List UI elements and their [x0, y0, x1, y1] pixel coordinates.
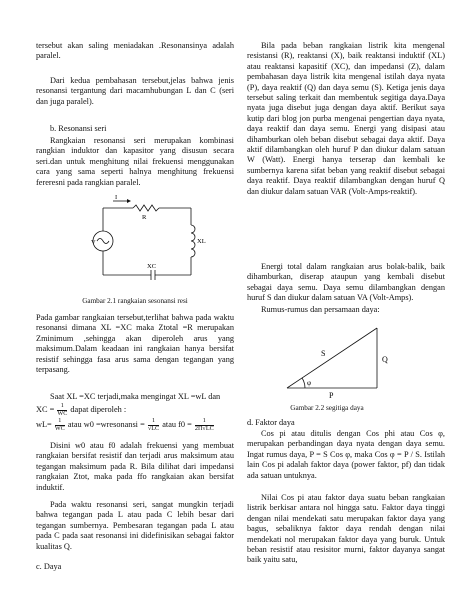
fraction-denominator: WC	[57, 409, 68, 417]
left-paragraph-5: Disini w0 atau f0 adalah frekuensi yang membuat rangkaian bersifat resistif dan terjadi arus maksimum atau tegangan maksimum pada R. Bila dilihat dari impedansi rangkaian Ztot, maka pada ffo rangkaian akan bersifat induktif.	[36, 441, 234, 492]
circuit-label-voltage: V	[91, 239, 96, 246]
fraction-1-over-2pi-sqrt-lc	[195, 418, 214, 432]
heading-faktor-daya: d. Faktor daya	[247, 418, 295, 427]
circuit-label-capacitor: XC	[147, 263, 157, 270]
right-paragraph-2: Energi total dalam rangkaian arus bolak-balik, baik dihamburkan, diserap ataupun yang kembali disebut sebagai daya semu. Daya semu dilambangkan dengan huruf S dan diukur dalam satuan VA (Volt-Amps).	[247, 262, 445, 303]
right-paragraph-1: Bila pada beban rangkaian listrik kita mengenal resistansi (R), reaktansi (X), baik reaktansi induktif (XL) atau reaktansi kapasitif (XC), dan impedansi (Z), dalam pembahasan daya listrik kita mengenal istilah daya nyata (P), daya reaktif (Q) dan daya semu (S). Ketiga jenis daya tersebut saling terkait dan membentuk segitiga daya.Daya nyata juga disebut juga dengan daya aktif. Berikut saya kutip dari blog jon purba mengenai pengertian daya nyata, daya reaktif dan daya semu. Energi yang disipasi atau dihamburkan oleh beban disebut sebagai daya aktif. Daya aktif dilambangkan oleh huruf P dan diukur dalam satuan W (Watt). Energi hanya terserap dan kembali ke sumbernya karena sifat beban yang reaktif disebut sebagai daya reaktif. Daya reaktif dilambangkan dengan huruf Q dan diukur dalam satuan VAR (Volt-Amps-reaktif).	[247, 41, 445, 196]
formula-xc-prefix: XC =	[36, 405, 55, 414]
right-paragraph-5: Nilai Cos pi atau faktor daya suatu beban rangkaian listrik berkisar antara nol hingga satu. Faktor daya tinggi dengan nilai mendekati satu merupakan faktor daya yang bagus, sebaliknya faktor daya rendah dengan nilai mendekati nol merupakan faktor daya yang buruk. Untuk beban resistif atau resisitor murni, faktor dayanya sangat baik yaitu satu,	[247, 493, 445, 565]
circuit-label-current: I	[115, 195, 118, 201]
triangle-label-p: P	[329, 391, 334, 400]
fraction-1-over-wc	[57, 403, 67, 417]
left-paragraph-1: tersebut akan saling meniadakan .Resonansinya adalah paralel.	[36, 41, 234, 61]
circuit-label-resistor: R	[142, 214, 147, 221]
left-paragraph-3: Rangkaian resonansi seri merupakan kombinasi rangkian induktor dan kapasitor yang disusun secara seri.dan untuk menghitung nilai frekuensi menggunakan cara yang sama seperti halnya menghitung frekuensi fereresni pada rangkian paralel.	[36, 136, 234, 187]
fraction-denominator: 2Π√LC	[194, 424, 214, 432]
formula-f0: atau f0 =	[162, 420, 192, 429]
series-resonance-circuit-diagram	[91, 195, 221, 285]
left-paragraph-2: Dari kedua pembahasan tersebut,jelas bahwa jenis resonansi tergantung dari macamhubungan L dan C (seri dan juga paralel).	[36, 76, 234, 106]
fraction-denominator: WC	[54, 424, 65, 432]
formula-line-1: Saat XL =XC terjadi,maka mengingat XL =wL dan	[50, 392, 221, 401]
heading-daya: c. Daya	[36, 562, 62, 571]
fraction-1-over-sqrt-lc	[148, 418, 159, 432]
left-paragraph-6: Pada waktu resonansi seri, sangat mungkin terjadi bahwa tegangan pada L atau pada C lebih besar dari tegangan sumbernya. Pembesaran tegangan pada L atau pada C pada saat resonansi ini didefinisikan sebagai faktor kualitas Q.	[36, 500, 234, 551]
formula-line-3	[36, 418, 215, 432]
triangle-label-q: Q	[382, 355, 388, 364]
formula-w0: atau w0 =wresonansi =	[67, 420, 145, 429]
power-triangle-diagram	[267, 318, 397, 400]
left-paragraph-4: Pada gambar rangkaian tersebut,terlihat bahwa pada waktu resonansi dimana XL =XC maka Ztotal =R merupakan Zminimum ,sehingga akan diperoleh arus yang maksimum.Dalam keadaan ini rangkaian hanya bersifat resistif sehingga fasa arus sama dengan tegangan yang terpasang.	[36, 313, 234, 375]
fraction-numerator: 1	[148, 418, 159, 426]
circuit-label-inductor: XL	[197, 238, 206, 245]
heading-resonansi-seri: b. Resonansi seri	[50, 124, 107, 133]
triangle-label-phi: φ	[307, 379, 312, 387]
fraction-1-over-wc-2	[55, 418, 65, 432]
formula-xc-suffix: dapat diperoleh :	[70, 405, 127, 414]
fraction-numerator: 1	[195, 418, 214, 426]
fraction-numerator: 1	[55, 418, 65, 426]
triangle-label-s: S	[321, 349, 326, 358]
fraction-numerator: 1	[57, 403, 67, 411]
right-paragraph-4: Cos pi atau ditulis dengan Cos phi atau Cos φ, merupakan perbandingan daya nyata dengan daya semu. Ingat rumus daya, P = S Cos φ, maka Cos φ = P / S. Istilah lain Cos pi adalah faktor daya (power faktor, pf) dan tidak ada satuan untuknya.	[247, 429, 445, 480]
formula-wl: wL=	[36, 420, 52, 429]
figure-2-1-caption: Gambar 2.1 rangkaian sesonansi resi	[82, 297, 188, 305]
fraction-denominator: √LC	[147, 424, 160, 432]
figure-2-2-caption: Gambar 2.2 segitiga daya	[290, 404, 364, 412]
formula-line-2	[36, 403, 126, 417]
right-paragraph-3: Rumus-rumus dan persamaan daya:	[261, 305, 380, 314]
